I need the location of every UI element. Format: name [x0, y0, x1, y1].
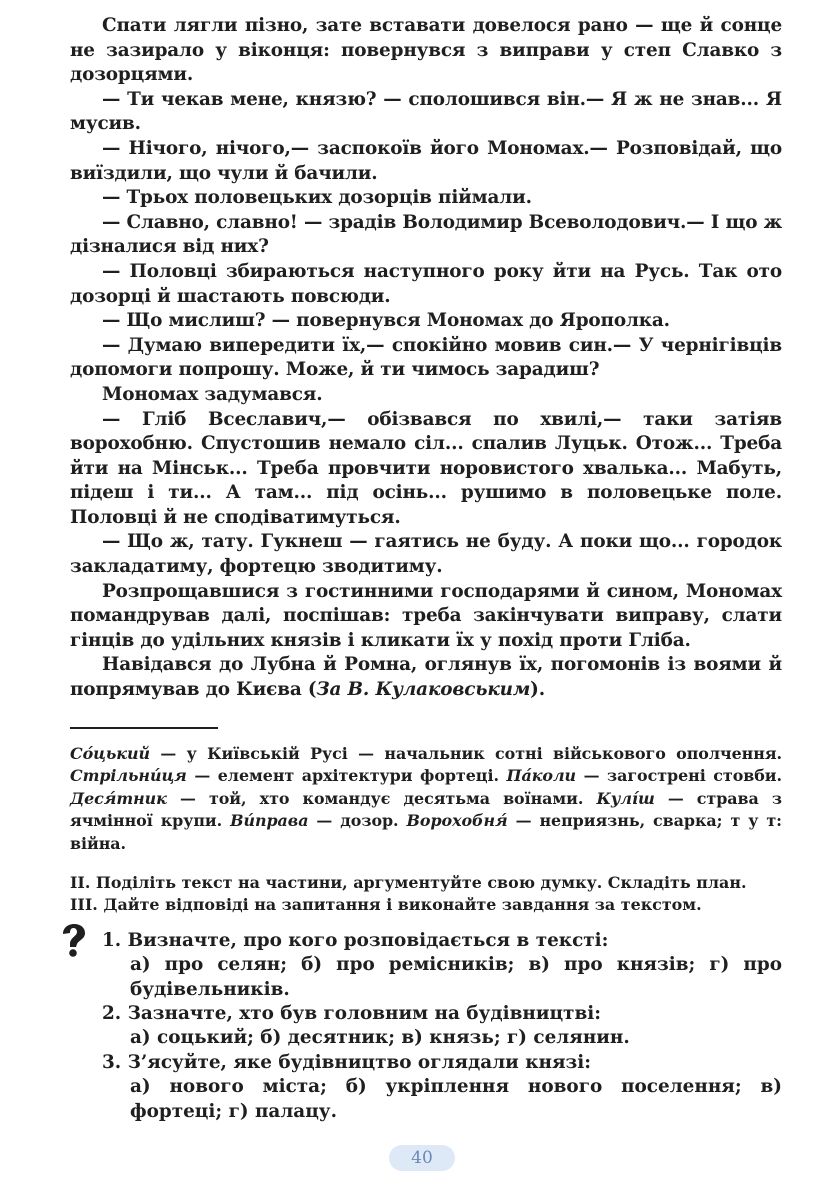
paragraph: — Славно, славно! — зрадів Володимир Всеволодович.— І що ж дізналися від них? — [70, 211, 782, 258]
glossary-term: Деся́тник — [70, 788, 167, 808]
glossary-definition: — неприязнь, сварка; т у т: війна. — [70, 811, 782, 853]
glossary-definition: — той, хто командує десятьма воїнами. — [166, 788, 597, 808]
page — [70, 14, 782, 1124]
glossary-term: Со́цький — [70, 743, 151, 763]
paragraph: Спати лягли пізно, зате вставати довелося рано — ще й сонце не зазирало у віконця: повернувся з виправи у степ Славко з дозорцями. — [70, 15, 782, 86]
paragraph-last — [70, 653, 782, 702]
paragraph-end: ). — [530, 679, 545, 701]
glossary-text — [70, 743, 782, 856]
glossary-definition: — загострені стовби. — [576, 766, 783, 786]
glossary-definition: — дозор. — [308, 811, 407, 831]
glossary-term: Ворохобня́ — [406, 811, 508, 831]
page-number: 40 — [389, 1145, 455, 1171]
glossary-definition: — елемент архітектури фортеці. — [186, 766, 507, 786]
glossary-term: Стрільни́ця — [70, 766, 187, 786]
glossary-term: Ви́права — [230, 811, 309, 831]
footnote-divider — [70, 727, 218, 729]
question-text: 1. Визначте, про кого розповідається в тексті: — [102, 929, 609, 951]
question-mark-icon — [58, 923, 88, 959]
answer-options: а) про селян; б) про ремісників; в) про князів; г) про будівельників. — [130, 954, 782, 1000]
question-text: 3. З’ясуйте, яке будівництво оглядали князі: — [102, 1051, 592, 1073]
questions — [70, 929, 782, 1124]
paragraph: — Трьох половецьких дозорців піймали. — [102, 187, 532, 209]
glossary-definition: — страва з ячмінної крупи. — [70, 788, 782, 831]
paragraph: — Що ж, тату. Гукнеш — гаятись не буду. А поки що... городок закладатиму, фортецю зводитиму. — [70, 531, 782, 578]
paragraph: — Половці збираються наступного року йти на Русь. Так ото дозорці й шастають повсюди. — [70, 260, 782, 307]
glossary — [70, 743, 782, 856]
tasks — [70, 872, 782, 917]
task-item: II. Поділіть текст на частини, аргументуйте свою думку. Складіть план. — [70, 872, 747, 892]
story-text — [70, 14, 782, 703]
paragraph-text: Навідався до Лубна й Ромна, оглянув їх, погомонів із воями й попрямував до Києва ( — [70, 654, 782, 701]
paragraph: — Нічого, нічого,— заспокоїв його Мономах.— Розповідай, що виїздили, що чули й бачили. — [70, 137, 782, 184]
paragraph: Розпрощавшися з гостинними господарями й сином, Мономах помандрував далі, поспішав: треба закінчувати виправу, слати гінців до удільних князів і кликати їх у похід проти Гліба. — [70, 580, 782, 651]
answer-options: а) нового міста; б) укріплення нового поселення; в) фортеці; г) палацу. — [130, 1076, 782, 1122]
paragraph: Мономах задумався. — [102, 383, 323, 405]
glossary-term: Па́коли — [506, 766, 577, 786]
question-text: 2. Зазначте, хто був головним на будівництві: — [102, 1003, 602, 1024]
paragraph: — Ти чекав мене, князю? — сполошився він.— Я ж не знав... Я мусив. — [70, 88, 782, 135]
source-attribution: За В. Кулаковським — [316, 679, 531, 701]
paragraph: — Що мислиш? — повернувся Мономах до Ярополка. — [102, 310, 670, 332]
answer-options: а) соцький; б) десятник; в) князь; г) селянин. — [130, 1027, 630, 1049]
paragraph: — Думаю випередити їх,— спокійно мовив син.— У чернігівців допомоги попрошу. Може, й ти чимось зарадиш? — [70, 334, 782, 381]
glossary-definition: — у Київській Русі — начальник сотні військового ополчення. — [150, 743, 782, 763]
task-item: III. Дайте відповіді на запитання і виконайте завдання за текстом. — [70, 895, 702, 915]
glossary-term: Кулі́ш — [596, 788, 655, 808]
paragraph: — Гліб Всеславич,— обізвався по хвилі,— таки затіяв ворохобню. Спустошив немало сіл... спалив Луцьк. Отож... Треба йти на Мінськ... Треба провчити норовистого хвалька... Мабуть, підеш і ти... А там... під осінь... рушимо в половецьке поле. Половці й не сподіватимуться. — [70, 408, 782, 528]
